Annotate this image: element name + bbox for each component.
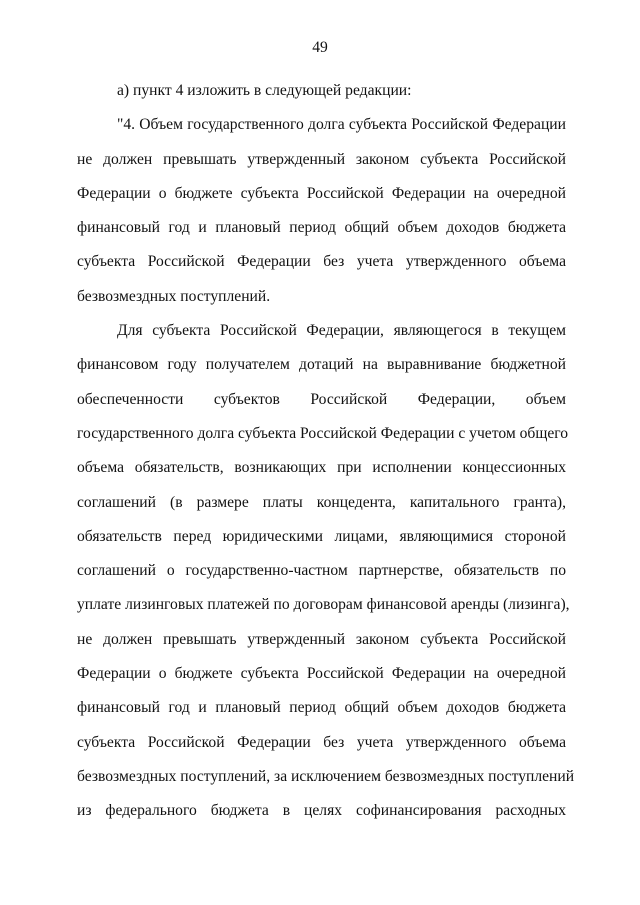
text-line: "4. Объем государственного долга субъекта Российской Федерации [117,116,566,134]
page-number: 49 [312,39,328,56]
document-body [77,74,575,829]
text-line: уплате лизинговых платежей по договорам финансовой аренды (лизинга), [77,596,570,614]
text-line: объема обязательств, возникающих при исполнении концессионных [77,459,566,477]
text-line: субъекта Российской Федерации без учета утвержденного объема [77,733,566,751]
text-line: субъекта Российской Федерации без учета утвержденного объема [77,253,566,271]
text-line: Для субъекта Российской Федерации, являющегося в текущем [117,322,566,340]
text-line: а) пункт 4 изложить в следующей редакции: [117,82,412,99]
text-line: финансовом году получателем дотаций на выравнивание бюджетной [77,356,566,374]
text-line: финансовый год и плановый период общий объем доходов бюджета [77,219,566,237]
text-line: обязательств перед юридическими лицами, являющимися стороной [77,527,566,545]
text-line: соглашений о государственно-частном партнерстве, обязательств по [77,562,566,580]
text-line: не должен превышать утвержденный законом субъекта Российской [77,150,566,168]
text-line: безвозмездных поступлений. [77,287,271,305]
text-line: соглашений (в размере платы концедента, капитального гранта), [77,493,566,511]
text-line: финансовый год и плановый период общий объем доходов бюджета [77,699,566,717]
text-line: обеспеченности субъектов Российской Федерации, объем [77,390,566,408]
text-line: из федерального бюджета в целях софинансирования расходных [77,802,566,820]
text-line: Федерации о бюджете субъекта Российской Федерации на очередной [77,665,566,683]
text-line: безвозмездных поступлений, за исключением безвозмездных поступлений [77,767,575,785]
text-line: государственного долга субъекта Российской Федерации с учетом общего [77,424,569,442]
text-line: Федерации о бюджете субъекта Российской Федерации на очередной [77,184,566,202]
text-line: не должен превышать утвержденный законом субъекта Российской [77,630,566,648]
